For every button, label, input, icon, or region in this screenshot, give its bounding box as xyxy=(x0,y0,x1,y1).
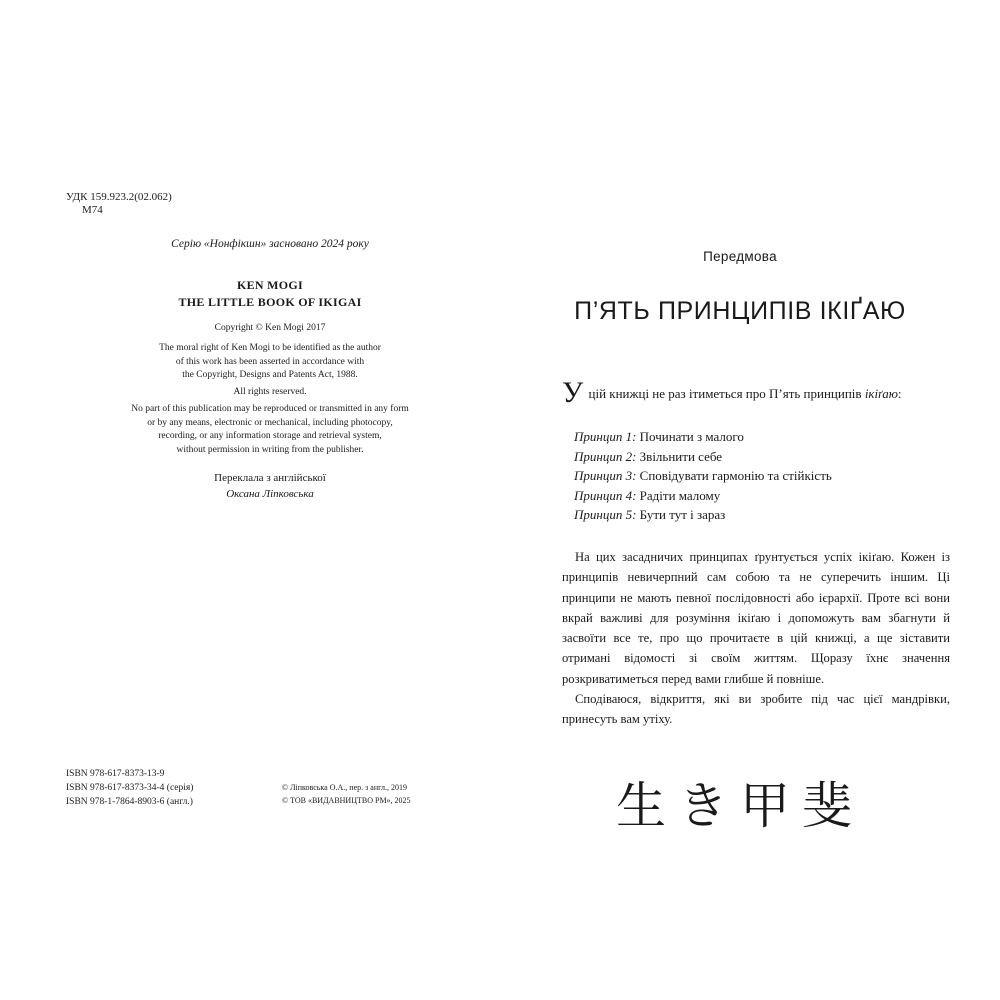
isbn-line: ISBN 978-617-8373-34-4 (серія) xyxy=(66,783,194,793)
rights-line: © Ліпковська О.А., пер. з англ., 2019 xyxy=(282,783,407,792)
body-paragraph: Сподіваюся, відкриття, які ви зробите під час цієї мандрівки, принесуть вам утіху. xyxy=(562,692,950,727)
principle-text: Починати з малого xyxy=(639,429,744,444)
right-page xyxy=(500,0,1000,1000)
drop-cap: У xyxy=(562,376,584,409)
intro-italic-term: ікіґаю xyxy=(864,386,898,401)
principle-label: Принцип 2: xyxy=(574,448,637,464)
principle-label: Принцип 3: xyxy=(574,468,637,483)
moral-rights-line: of this work has been asserted in accordance with xyxy=(175,356,365,367)
all-rights-reserved: All rights reserved. xyxy=(233,387,307,397)
intro-text: цій книжці не раз ітиметься про П’ять принципів xyxy=(585,386,865,401)
principle-text: Сповідувати гармонію та стійкість xyxy=(639,468,832,483)
list-item xyxy=(574,505,832,525)
body-text xyxy=(562,547,950,730)
original-title-block xyxy=(80,277,460,311)
list-item xyxy=(574,466,832,486)
body-paragraph: На цих засадничих принципах ґрунтується успіх ікіґаю. Кожен із принципів невичерпний сам собою та не суперечить іншим. Ці принципи не мають певної послідовності або ієрархії. Проте всі вони вкрай важливі для розуміння ікіґаю і допоможуть вам збагнути й засвоїти все те, про що прочитаєте в цій книжці, а ще зіставити отримані відомості зі своїм життям. Щоразу їхнє значення розкриватиметься перед вами глибше й повніше. xyxy=(562,550,950,686)
isbn-block xyxy=(66,767,193,809)
moral-rights-line: the Copyright, Designs and Patents Act, 1988. xyxy=(182,370,358,380)
reproduction-line: recording, or any information storage and retrieval system, xyxy=(158,431,382,441)
list-item xyxy=(574,486,832,506)
copyright-line: Copyright © Ken Mogi 2017 xyxy=(214,323,326,333)
principle-label: Принцип 4: xyxy=(574,487,637,503)
principle-text: Звільнити себе xyxy=(639,448,723,464)
principle-text: Радіти малому xyxy=(639,487,721,503)
reproduction-line: No part of this publication may be reproduced or transmitted in any form xyxy=(131,404,409,414)
series-note: Серію «Нонфікшн» засновано 2024 року xyxy=(171,238,369,250)
translator-name: Оксана Ліпковська xyxy=(226,488,314,500)
list-item xyxy=(574,427,832,447)
principle-label: Принцип 5: xyxy=(574,507,637,522)
original-author: KEN MOGI xyxy=(236,278,304,292)
reproduction-line: or by any means, electronic or mechanical, including photocopy, xyxy=(147,417,393,428)
principle-label: Принцип 1: xyxy=(574,429,637,444)
principle-text: Бути тут і зараз xyxy=(639,507,726,522)
isbn-line: ISBN 978-617-8373-13-9 xyxy=(66,769,165,779)
section-label: Передмова xyxy=(703,249,777,264)
ikigai-kanji: 生き甲斐 xyxy=(616,778,864,834)
udk-classification: УДК 159.923.2(02.062) xyxy=(66,191,172,203)
rights-line: © ТОВ «ВИДАВНИЦТВО РМ», 2025 xyxy=(282,796,411,805)
reproduction-line: without permission in writing from the publisher. xyxy=(176,444,364,455)
chapter-title: П’ЯТЬ ПРИНЦИПІВ ІКІҐАЮ xyxy=(574,297,906,325)
reproduction-notice xyxy=(80,403,460,457)
intro-paragraph xyxy=(562,376,982,409)
translated-by: Переклала з англійської xyxy=(214,472,326,484)
author-code: М74 xyxy=(82,204,103,216)
rights-block xyxy=(282,781,411,807)
intro-end: : xyxy=(897,386,902,401)
moral-rights-notice xyxy=(80,342,460,383)
udk-block xyxy=(66,191,172,217)
translator-credit xyxy=(80,470,460,502)
original-book-title: THE LITTLE BOOK OF IKIGAI xyxy=(178,295,362,309)
list-item xyxy=(574,447,832,467)
moral-rights-line: The moral right of Ken Mogi to be identified as the author xyxy=(159,343,381,353)
principles-list xyxy=(574,427,832,525)
isbn-line: ISBN 978-1-7864-8903-6 (англ.) xyxy=(66,797,193,807)
